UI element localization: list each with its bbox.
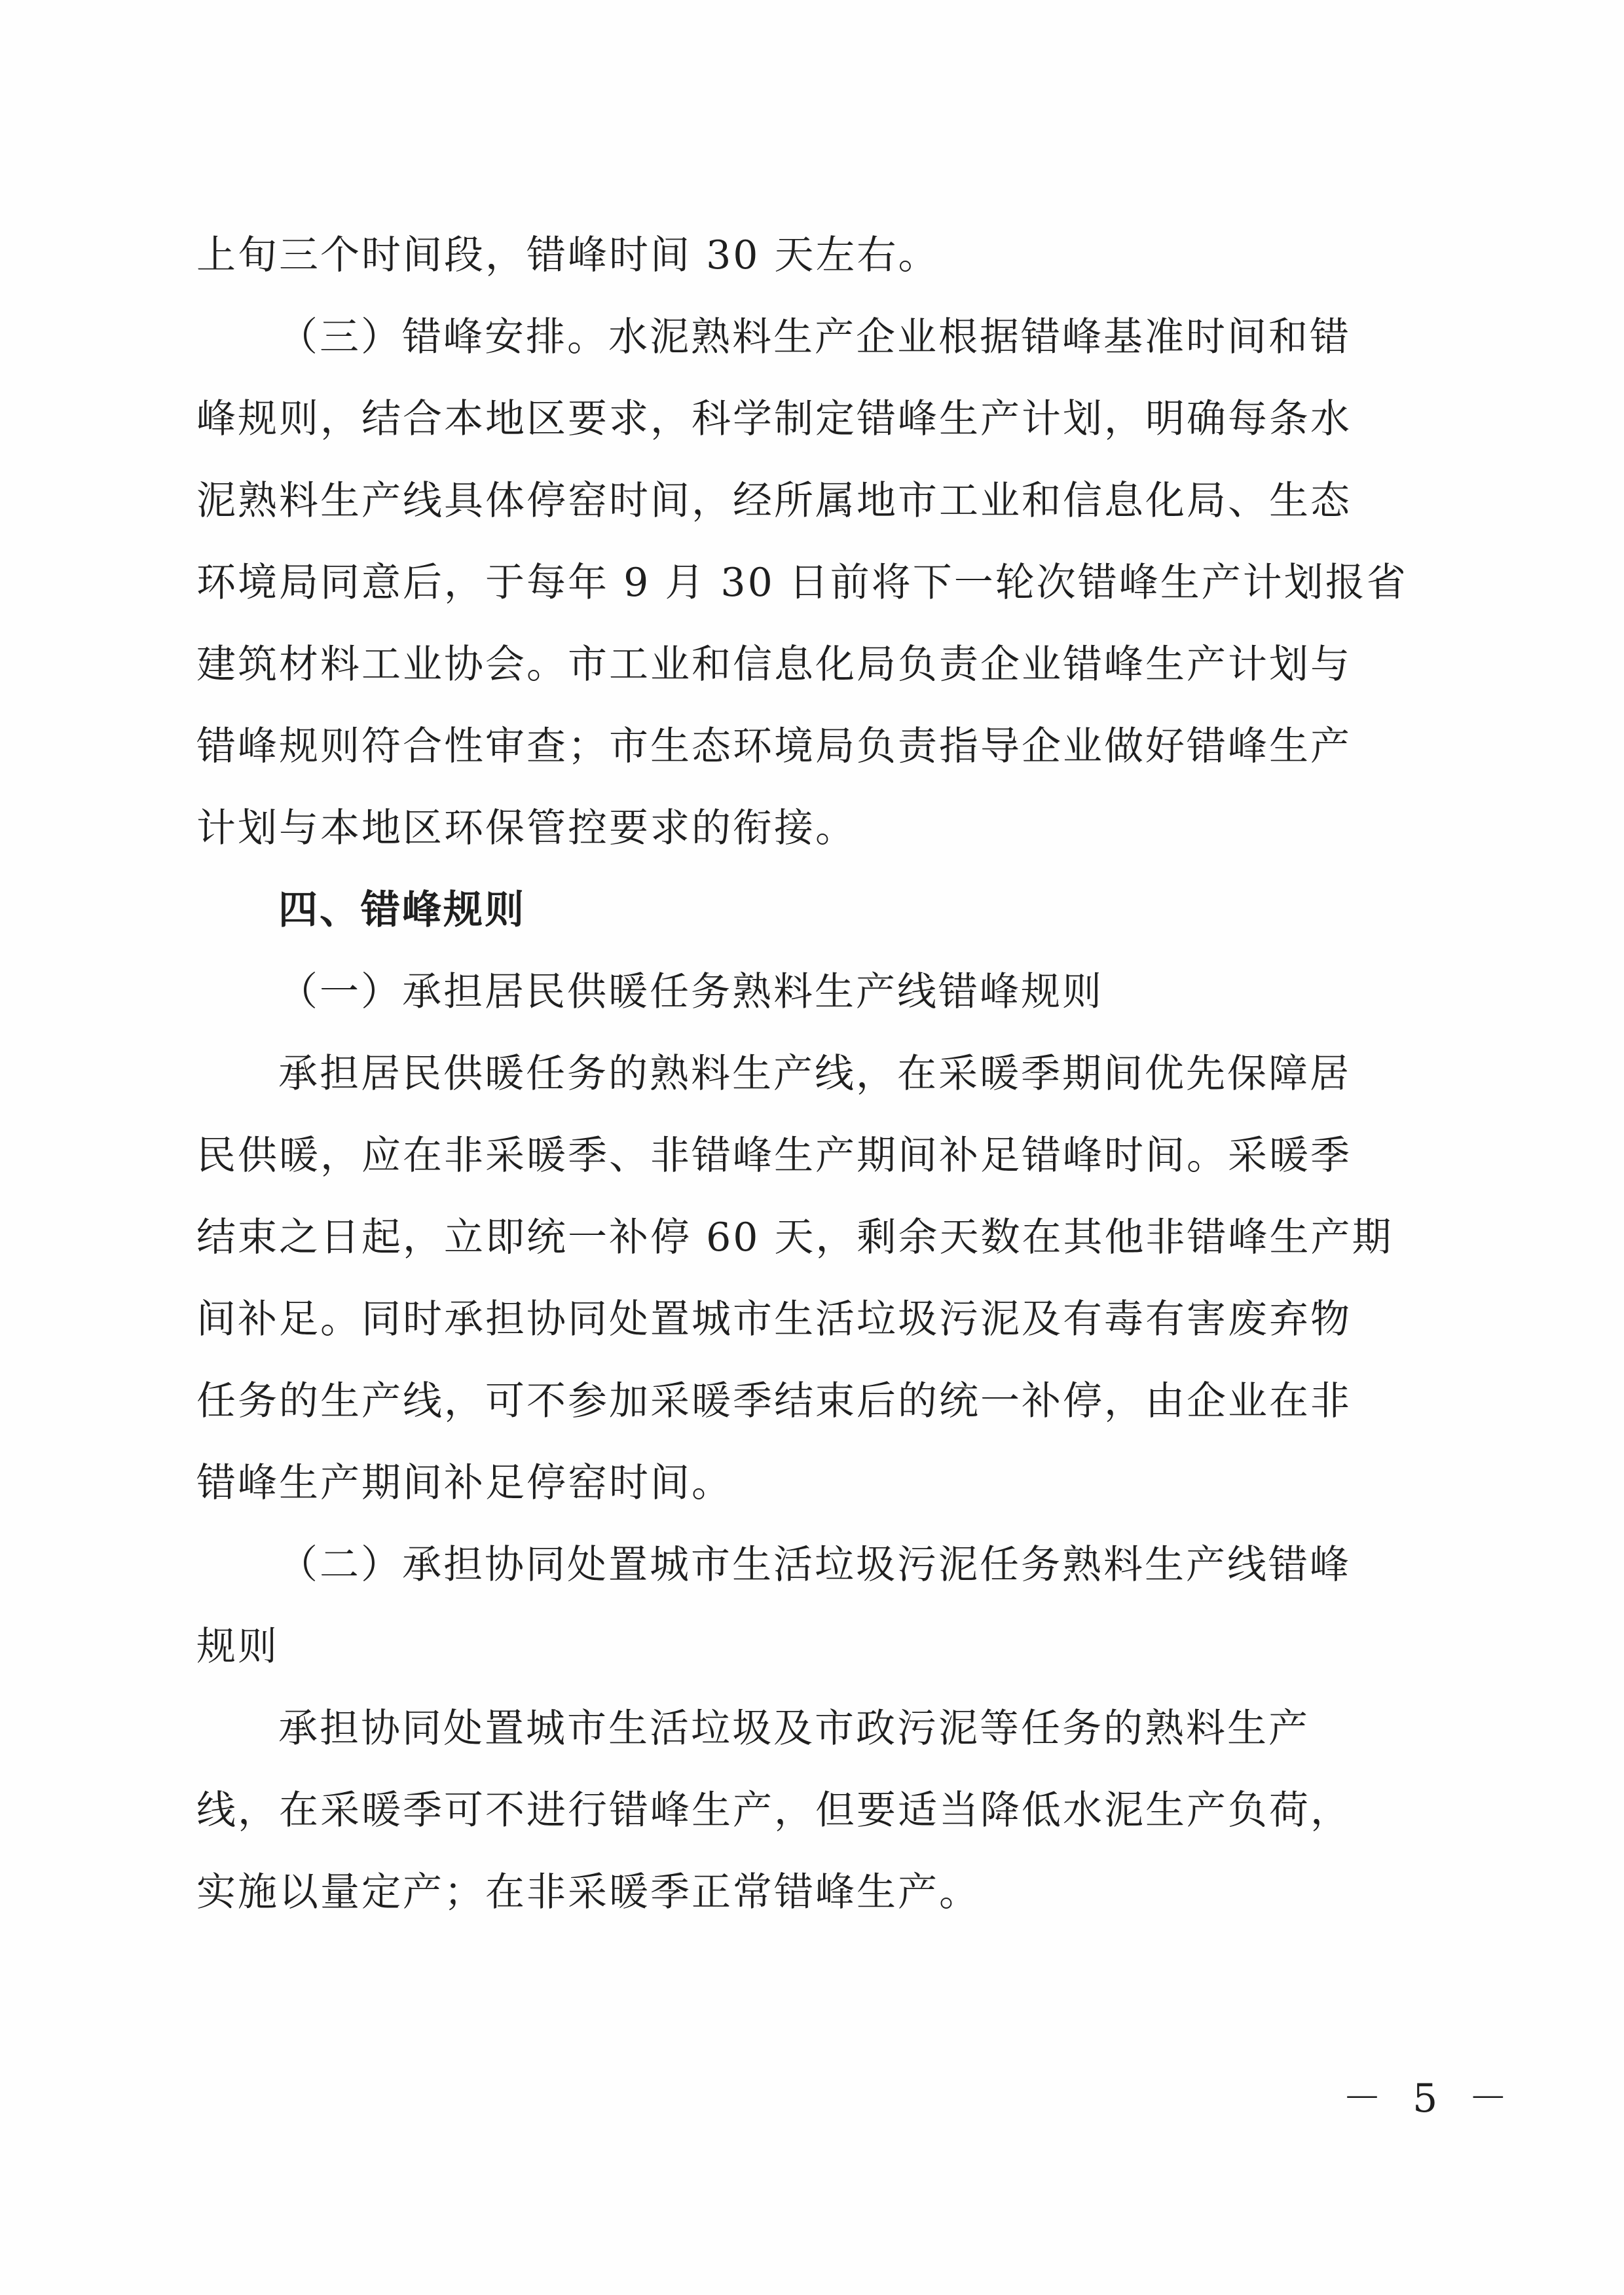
paragraph-line: 间补足。同时承担协同处置城市生活垃圾污泥及有毒有害废弃物 [196,1296,1352,1342]
paragraph-line: 计划与本地区环保管控要求的衔接。 [196,805,857,851]
page-number: － 5 － [1342,2076,1517,2121]
paragraph-line: （三）错峰安排。水泥熟料生产企业根据错峰基准时间和错 [278,314,1351,360]
paragraph-line: 环境局同意后，于每年 9 月 30 日前将下一轮次错峰生产计划报省 [196,560,1408,606]
paragraph-line: 上旬三个时间段，错峰时间 30 天左右。 [196,232,940,278]
paragraph-line: 任务的生产线，可不参加采暖季结束后的统一补停，由企业在非 [196,1378,1352,1424]
subsection-heading-continued: 规则 [196,1624,279,1670]
paragraph-line: 线，在采暖季可不进行错峰生产，但要适当降低水泥生产负荷， [196,1788,1352,1833]
paragraph-line: 建筑材料工业协会。市工业和信息化局负责企业错峰生产计划与 [196,642,1352,688]
paragraph-line: 泥熟料生产线具体停窑时间，经所属地市工业和信息化局、生态 [196,478,1352,524]
paragraph-line: 峰规则，结合本地区要求，科学制定错峰生产计划，明确每条水 [196,396,1352,442]
paragraph-line: 民供暖，应在非采暖季、非错峰生产期间补足错峰时间。采暖季 [196,1133,1352,1179]
subsection-heading: （一）承担居民供暖任务熟料生产线错峰规则 [278,969,1103,1015]
paragraph-line: 结束之日起，立即统一补停 60 天，剩余天数在其他非错峰生产期 [196,1215,1393,1260]
paragraph-line: 错峰生产期间补足停窑时间。 [196,1460,733,1506]
paragraph-line: 承担居民供暖任务的熟料生产线，在采暖季期间优先保障居 [278,1051,1351,1097]
section-heading: 四、错峰规则 [278,887,526,933]
paragraph-line: 承担协同处置城市生活垃圾及市政污泥等任务的熟料生产 [278,1706,1310,1752]
subsection-heading: （二）承担协同处置城市生活垃圾污泥任务熟料生产线错峰 [278,1542,1351,1588]
paragraph-line: 错峰规则符合性审查；市生态环境局负责指导企业做好错峰生产 [196,724,1352,769]
paragraph-line: 实施以量定产；在非采暖季正常错峰生产。 [196,1869,980,1915]
